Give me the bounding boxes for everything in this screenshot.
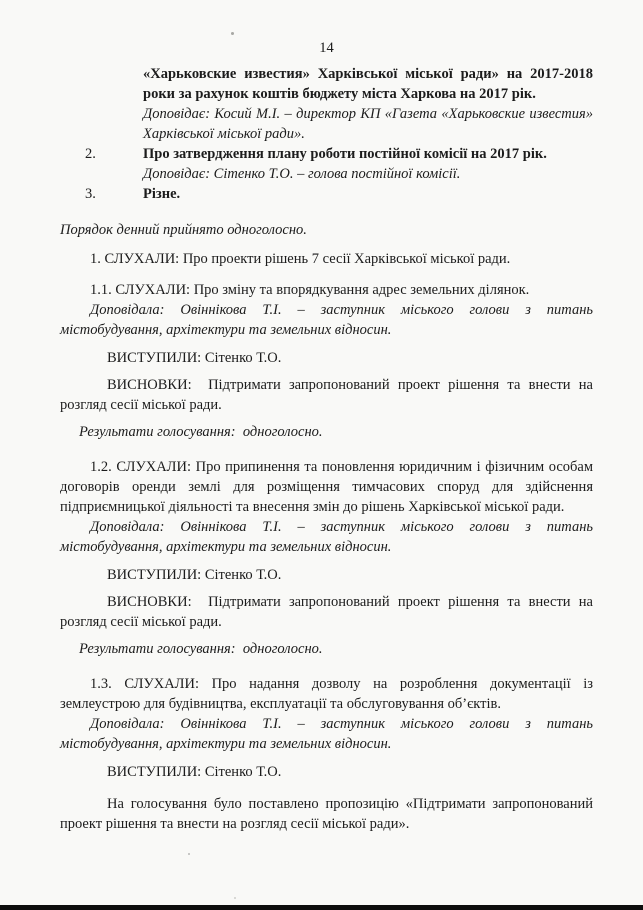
agenda-item-2-title: Про затвердження плану роботи постійної комісії на 2017 рік. — [143, 146, 547, 162]
page-content — [60, 38, 593, 834]
heard-1-1-heading: 1.1. СЛУХАЛИ: Про зміну та впорядкування адрес земельних ділянок. — [90, 282, 530, 298]
section-1-2-conclusions: ВИСНОВКИ: Підтримати запропонований проект рішення та внести на розгляд сесії міської ради. — [60, 594, 593, 630]
section-1-2-spoke: ВИСТУПИЛИ: Сітенко Т.О. — [107, 567, 282, 583]
section-1-3-spoke: ВИСТУПИЛИ: Сітенко Т.О. — [107, 764, 282, 780]
agenda-item-1-title: «Харьковские известия» Харківської міської ради» на 2017-2018 роки за рахунок коштів бюджету міста Харкова на 2017 рік. — [143, 66, 593, 102]
section-1-2 — [60, 457, 593, 659]
section-1-2-speaker: Доповідала: Овіннікова Т.І. – заступник міського голови з питань містобудування, архітектури та земельних відносин. — [60, 519, 593, 555]
section-1-1-vote-result: Результати голосування: одноголосно. — [79, 424, 323, 440]
agenda-section — [60, 64, 593, 204]
section-1-1-spoke: ВИСТУПИЛИ: Сітенко Т.О. — [107, 350, 282, 366]
scan-artifact-dot — [188, 853, 190, 855]
section-1-2-vote-result: Результати голосування: одноголосно. — [79, 641, 323, 657]
closing-note: На голосування було поставлено пропозицію «Підтримати запропонований проект рішення та внести на розгляд сесії міської ради». — [60, 796, 593, 832]
heard-1-3-heading: 1.3. СЛУХАЛИ: Про надання дозволу на розроблення документації із землеустрою для будівництва, експлуатації та обслуговування об’єктів. — [60, 676, 593, 712]
page-number: 14 — [319, 40, 334, 56]
agenda-item-2-speaker: Доповідає: Сітенко Т.О. – голова постійної комісії. — [143, 166, 461, 182]
heard-1-2-heading: 1.2. СЛУХАЛИ: Про припинення та поновлення юридичним і фізичним особам договорів оренди землі для розміщення тимчасових споруд для здійснення підприємницької діяльності та внесення змін до рішень Харківської міської ради. — [60, 459, 593, 515]
agenda-item-3-number: 3. — [85, 186, 96, 202]
section-1-3-speaker: Доповідала: Овіннікова Т.І. – заступник міського голови з питань містобудування, архітектури та земельних відносин. — [60, 716, 593, 752]
heard-1-heading: 1. СЛУХАЛИ: Про проекти рішень 7 сесії Харківської міської ради. — [90, 251, 511, 267]
agenda-item-1-speaker: Доповідає: Косий М.І. – директор КП «Газета «Харьковские известия» Харківської міської ради». — [143, 106, 593, 142]
scan-artifact-dot — [231, 32, 234, 35]
scan-artifact-dot — [234, 897, 236, 899]
section-1-1-conclusions: ВИСНОВКИ: Підтримати запропонований проект рішення та внести на розгляд сесії міської ради. — [60, 377, 593, 413]
scan-bottom-edge — [0, 905, 643, 910]
agenda-item-2 — [60, 144, 593, 184]
agenda-item-2-number: 2. — [85, 146, 96, 162]
section-1-3 — [60, 674, 593, 782]
agenda-item-3 — [60, 184, 593, 204]
agenda-item-1-continuation — [60, 64, 593, 144]
agenda-item-3-title: Різне. — [143, 186, 181, 202]
section-1-1-speaker: Доповідала: Овіннікова Т.І. – заступник міського голови з питань містобудування, архітектури та земельних відносин. — [60, 302, 593, 338]
agenda-adopted-note: Порядок денний прийнято одноголосно. — [60, 222, 307, 238]
section-1-1 — [60, 280, 593, 442]
